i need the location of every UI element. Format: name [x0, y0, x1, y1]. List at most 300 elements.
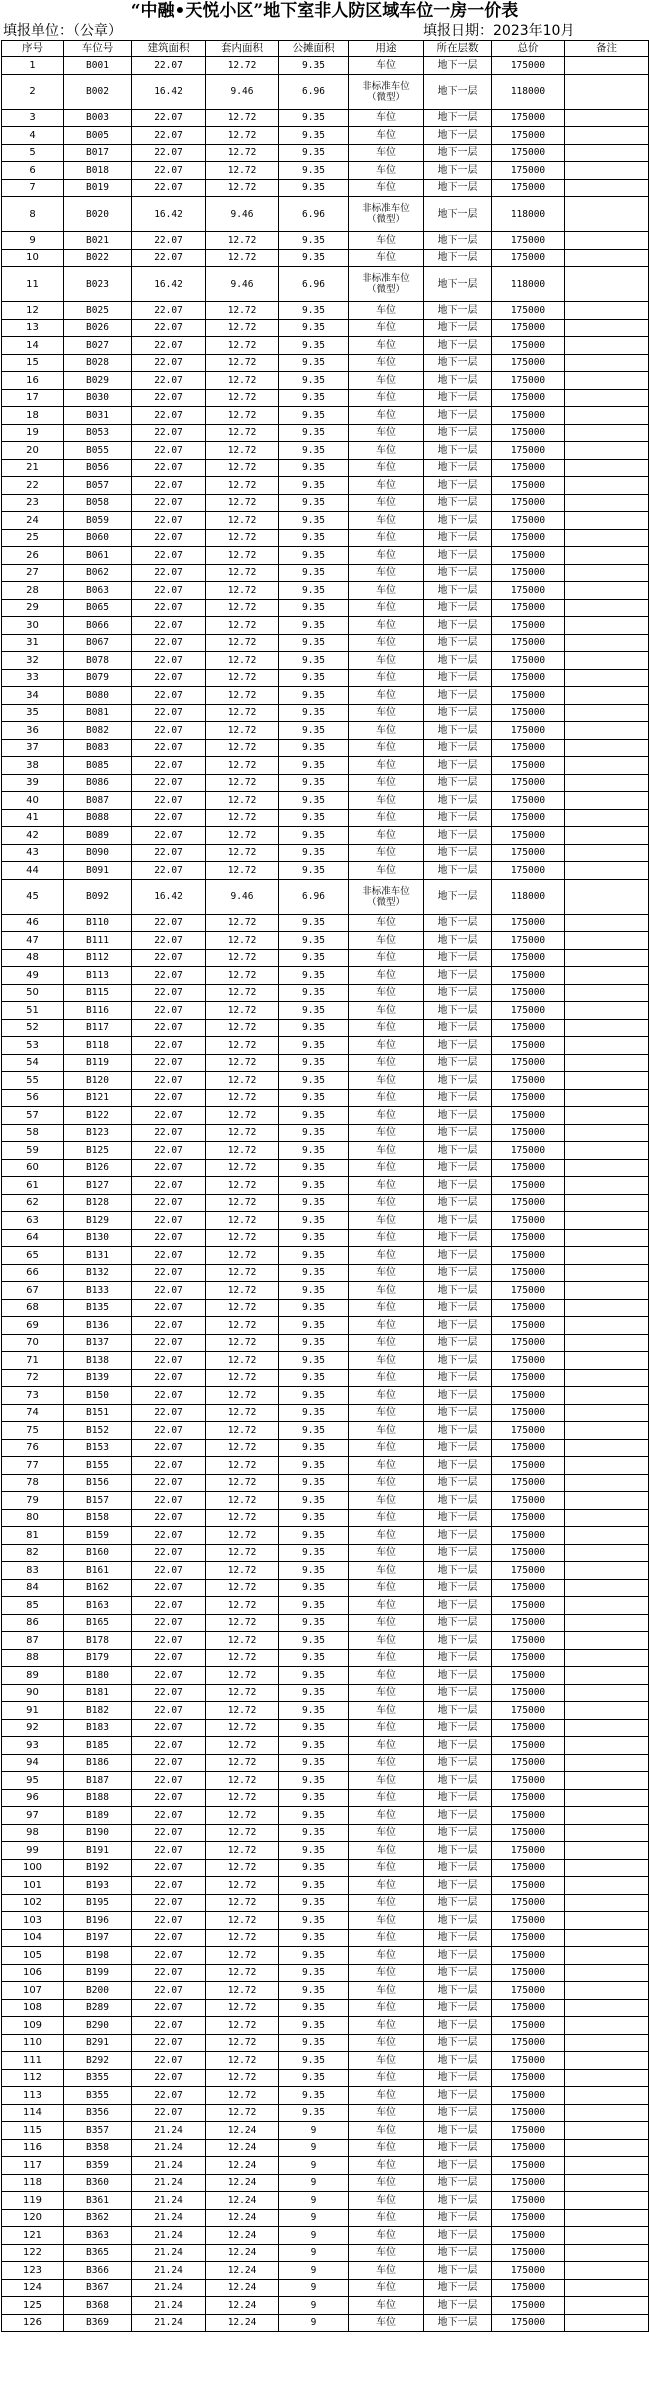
- cell-total-price: 175000: [492, 2157, 565, 2175]
- cell-interior-area: 12.72: [206, 564, 279, 582]
- cell-floor: 地下一层: [424, 1072, 492, 1090]
- cell-space-no: B063: [64, 582, 132, 600]
- cell-interior-area: 12.72: [206, 1177, 279, 1195]
- cell-usage: 车位: [349, 1544, 424, 1562]
- cell-interior-area: 12.72: [206, 669, 279, 687]
- cell-total-price: 175000: [492, 1177, 565, 1195]
- cell-total-price: 175000: [492, 319, 565, 337]
- cell-floor: 地下一层: [424, 354, 492, 372]
- cell-remarks: [565, 669, 649, 687]
- cell-total-price: 175000: [492, 1282, 565, 1300]
- table-row: [2, 1072, 649, 1090]
- table-row: [2, 1089, 649, 1107]
- cell-shared-area: 9.35: [279, 949, 349, 967]
- cell-building-area: 22.07: [132, 477, 206, 495]
- cell-shared-area: 9.35: [279, 774, 349, 792]
- cell-floor: 地下一层: [424, 1352, 492, 1370]
- cell-remarks: [565, 2209, 649, 2227]
- cell-interior-area: 12.72: [206, 827, 279, 845]
- cell-remarks: [565, 1859, 649, 1877]
- col-header-index: 序号: [2, 41, 64, 57]
- cell-space-no: B366: [64, 2262, 132, 2280]
- cell-usage: 车位: [349, 1089, 424, 1107]
- cell-shared-area: 9.35: [279, 1702, 349, 1720]
- cell-space-no: B019: [64, 179, 132, 197]
- cell-usage: 车位: [349, 1317, 424, 1335]
- cell-space-no: B119: [64, 1054, 132, 1072]
- cell-interior-area: 12.24: [206, 2174, 279, 2192]
- cell-remarks: [565, 319, 649, 337]
- cell-building-area: 22.07: [132, 109, 206, 127]
- cell-index: 44: [2, 862, 64, 880]
- cell-index: 89: [2, 1667, 64, 1685]
- cell-shared-area: 9.35: [279, 1894, 349, 1912]
- cell-usage: 车位: [349, 1737, 424, 1755]
- cell-total-price: 175000: [492, 1649, 565, 1667]
- cell-total-price: 175000: [492, 354, 565, 372]
- cell-index: 57: [2, 1107, 64, 1125]
- cell-total-price: 175000: [492, 1317, 565, 1335]
- cell-building-area: 22.07: [132, 844, 206, 862]
- cell-interior-area: 12.24: [206, 2122, 279, 2140]
- cell-index: 30: [2, 617, 64, 635]
- cell-usage: 车位: [349, 1422, 424, 1440]
- cell-interior-area: 12.72: [206, 337, 279, 355]
- cell-index: 100: [2, 1859, 64, 1877]
- cell-space-no: B198: [64, 1947, 132, 1965]
- table-row: [2, 1982, 649, 2000]
- cell-building-area: 16.42: [132, 267, 206, 302]
- cell-floor: 地下一层: [424, 1247, 492, 1265]
- cell-usage: 车位: [349, 1509, 424, 1527]
- cell-index: 20: [2, 442, 64, 460]
- cell-total-price: 175000: [492, 827, 565, 845]
- cell-remarks: [565, 2052, 649, 2070]
- table-row: [2, 2052, 649, 2070]
- cell-interior-area: 12.72: [206, 1369, 279, 1387]
- cell-building-area: 22.07: [132, 704, 206, 722]
- cell-index: 118: [2, 2174, 64, 2192]
- table-row: [2, 354, 649, 372]
- cell-total-price: 175000: [492, 529, 565, 547]
- cell-usage: 车位: [349, 1684, 424, 1702]
- cell-usage: 车位: [349, 529, 424, 547]
- cell-floor: 地下一层: [424, 1282, 492, 1300]
- cell-index: 112: [2, 2069, 64, 2087]
- cell-remarks: [565, 547, 649, 565]
- cell-space-no: B025: [64, 302, 132, 320]
- cell-floor: 地下一层: [424, 2192, 492, 2210]
- cell-shared-area: 9.35: [279, 669, 349, 687]
- cell-index: 80: [2, 1509, 64, 1527]
- cell-usage: 车位: [349, 494, 424, 512]
- table-row: [2, 144, 649, 162]
- cell-total-price: 175000: [492, 2052, 565, 2070]
- cell-interior-area: 9.46: [206, 197, 279, 232]
- cell-remarks: [565, 1947, 649, 1965]
- cell-floor: 地下一层: [424, 319, 492, 337]
- cell-space-no: B085: [64, 757, 132, 775]
- cell-shared-area: 9.35: [279, 529, 349, 547]
- table-row: [2, 1124, 649, 1142]
- cell-floor: 地下一层: [424, 1649, 492, 1667]
- cell-space-no: B196: [64, 1912, 132, 1930]
- cell-interior-area: 12.72: [206, 1089, 279, 1107]
- cell-shared-area: 6.96: [279, 879, 349, 914]
- cell-floor: 地下一层: [424, 494, 492, 512]
- cell-interior-area: 12.72: [206, 1807, 279, 1825]
- cell-total-price: 175000: [492, 1807, 565, 1825]
- cell-shared-area: 9.35: [279, 1684, 349, 1702]
- cell-remarks: [565, 844, 649, 862]
- cell-total-price: 175000: [492, 1667, 565, 1685]
- cell-usage: 车位: [349, 2052, 424, 2070]
- cell-total-price: 175000: [492, 1352, 565, 1370]
- cell-remarks: [565, 2244, 649, 2262]
- cell-building-area: 22.07: [132, 774, 206, 792]
- cell-remarks: [565, 442, 649, 460]
- cell-remarks: [565, 197, 649, 232]
- cell-interior-area: 12.24: [206, 2139, 279, 2157]
- cell-usage: 车位: [349, 757, 424, 775]
- cell-floor: 地下一层: [424, 1807, 492, 1825]
- cell-index: 124: [2, 2279, 64, 2297]
- cell-space-no: B139: [64, 1369, 132, 1387]
- cell-usage: 车位: [349, 722, 424, 740]
- cell-floor: 地下一层: [424, 634, 492, 652]
- cell-remarks: [565, 1824, 649, 1842]
- cell-floor: 地下一层: [424, 372, 492, 390]
- cell-remarks: [565, 1457, 649, 1475]
- cell-remarks: [565, 1299, 649, 1317]
- table-row: [2, 109, 649, 127]
- cell-remarks: [565, 1072, 649, 1090]
- cell-index: 10: [2, 249, 64, 267]
- cell-total-price: 175000: [492, 1387, 565, 1405]
- cell-space-no: B291: [64, 2034, 132, 2052]
- cell-floor: 地下一层: [424, 757, 492, 775]
- cell-interior-area: 12.72: [206, 529, 279, 547]
- cell-index: 9: [2, 232, 64, 250]
- cell-usage: 车位: [349, 687, 424, 705]
- cell-total-price: 175000: [492, 547, 565, 565]
- cell-building-area: 22.07: [132, 1002, 206, 1020]
- table-row: [2, 967, 649, 985]
- cell-shared-area: 9.35: [279, 1912, 349, 1930]
- cell-usage: 车位: [349, 1002, 424, 1020]
- cell-remarks: [565, 1037, 649, 1055]
- cell-index: 115: [2, 2122, 64, 2140]
- cell-interior-area: 12.72: [206, 844, 279, 862]
- cell-index: 39: [2, 774, 64, 792]
- cell-remarks: [565, 1964, 649, 1982]
- cell-shared-area: 9.35: [279, 1527, 349, 1545]
- cell-usage: 车位: [349, 967, 424, 985]
- cell-shared-area: 9.35: [279, 862, 349, 880]
- cell-total-price: 175000: [492, 1422, 565, 1440]
- table-row: [2, 617, 649, 635]
- cell-building-area: 22.07: [132, 932, 206, 950]
- cell-remarks: [565, 1387, 649, 1405]
- cell-shared-area: 9.35: [279, 1947, 349, 1965]
- cell-shared-area: 9.35: [279, 704, 349, 722]
- cell-usage: 车位: [349, 2069, 424, 2087]
- cell-usage: 车位: [349, 1824, 424, 1842]
- cell-remarks: [565, 2122, 649, 2140]
- cell-space-no: B136: [64, 1317, 132, 1335]
- cell-building-area: 22.07: [132, 249, 206, 267]
- table-row: [2, 757, 649, 775]
- cell-index: 8: [2, 197, 64, 232]
- cell-shared-area: 9.35: [279, 1194, 349, 1212]
- cell-building-area: 16.42: [132, 197, 206, 232]
- cell-interior-area: 12.72: [206, 1527, 279, 1545]
- cell-remarks: [565, 372, 649, 390]
- cell-shared-area: 9.35: [279, 1614, 349, 1632]
- table-row: [2, 862, 649, 880]
- cell-index: 67: [2, 1282, 64, 1300]
- cell-total-price: 175000: [492, 144, 565, 162]
- cell-remarks: [565, 2192, 649, 2210]
- cell-index: 95: [2, 1772, 64, 1790]
- cell-floor: 地下一层: [424, 1597, 492, 1615]
- cell-space-no: B027: [64, 337, 132, 355]
- cell-remarks: [565, 1544, 649, 1562]
- page-title: “中融•天悦小区”地下室非人防区域车位一房一价表: [130, 1, 519, 21]
- cell-remarks: [565, 1649, 649, 1667]
- table-row: [2, 1562, 649, 1580]
- cell-index: 85: [2, 1597, 64, 1615]
- cell-usage: 车位: [349, 704, 424, 722]
- cell-remarks: [565, 634, 649, 652]
- cell-shared-area: 9.35: [279, 547, 349, 565]
- cell-space-no: B190: [64, 1824, 132, 1842]
- cell-floor: 地下一层: [424, 1369, 492, 1387]
- cell-building-area: 22.07: [132, 1369, 206, 1387]
- cell-floor: 地下一层: [424, 1859, 492, 1877]
- cell-floor: 地下一层: [424, 512, 492, 530]
- cell-total-price: 175000: [492, 967, 565, 985]
- cell-total-price: 175000: [492, 599, 565, 617]
- table-row: [2, 407, 649, 425]
- cell-remarks: [565, 1929, 649, 1947]
- cell-usage: 车位: [349, 2034, 424, 2052]
- cell-building-area: 22.07: [132, 564, 206, 582]
- cell-shared-area: 9.35: [279, 1999, 349, 2017]
- table-header-row: [2, 41, 649, 57]
- cell-shared-area: 9.35: [279, 57, 349, 75]
- cell-floor: 地下一层: [424, 1964, 492, 1982]
- cell-usage: 车位: [349, 1212, 424, 1230]
- cell-usage: 车位: [349, 1702, 424, 1720]
- cell-building-area: 22.07: [132, 1894, 206, 1912]
- cell-usage: 车位: [349, 2297, 424, 2315]
- cell-remarks: [565, 2139, 649, 2157]
- cell-floor: 地下一层: [424, 1264, 492, 1282]
- table-row: [2, 1352, 649, 1370]
- cell-total-price: 175000: [492, 1019, 565, 1037]
- cell-floor: 地下一层: [424, 337, 492, 355]
- cell-index: 116: [2, 2139, 64, 2157]
- cell-usage: 车位: [349, 547, 424, 565]
- table-row: [2, 634, 649, 652]
- cell-usage: 车位: [349, 1072, 424, 1090]
- table-row: [2, 1649, 649, 1667]
- table-row: [2, 459, 649, 477]
- cell-floor: 地下一层: [424, 2069, 492, 2087]
- cell-interior-area: 12.72: [206, 722, 279, 740]
- cell-remarks: [565, 127, 649, 145]
- cell-interior-area: 12.72: [206, 512, 279, 530]
- cell-index: 38: [2, 757, 64, 775]
- table-row: [2, 1527, 649, 1545]
- col-header-building-area: 建筑面积: [132, 41, 206, 57]
- cell-index: 43: [2, 844, 64, 862]
- cell-remarks: [565, 1772, 649, 1790]
- cell-index: 56: [2, 1089, 64, 1107]
- table-row: [2, 2314, 649, 2332]
- cell-shared-area: 9.35: [279, 1282, 349, 1300]
- cell-floor: 地下一层: [424, 162, 492, 180]
- cell-shared-area: 9.35: [279, 1387, 349, 1405]
- cell-interior-area: 12.72: [206, 1229, 279, 1247]
- cell-building-area: 21.24: [132, 2314, 206, 2332]
- cell-total-price: 175000: [492, 1212, 565, 1230]
- cell-building-area: 22.07: [132, 1772, 206, 1790]
- cell-space-no: B156: [64, 1474, 132, 1492]
- cell-usage: 车位: [349, 2227, 424, 2245]
- cell-interior-area: 12.72: [206, 1107, 279, 1125]
- cell-building-area: 21.24: [132, 2139, 206, 2157]
- cell-building-area: 22.07: [132, 984, 206, 1002]
- cell-interior-area: 12.72: [206, 109, 279, 127]
- table-row: [2, 1877, 649, 1895]
- cell-space-no: B058: [64, 494, 132, 512]
- cell-remarks: [565, 1579, 649, 1597]
- cell-floor: 地下一层: [424, 249, 492, 267]
- cell-shared-area: 9.35: [279, 1807, 349, 1825]
- cell-interior-area: 12.72: [206, 949, 279, 967]
- cell-index: 78: [2, 1474, 64, 1492]
- cell-remarks: [565, 1982, 649, 2000]
- cell-usage: 车位: [349, 302, 424, 320]
- cell-shared-area: 9.35: [279, 617, 349, 635]
- cell-space-no: B060: [64, 529, 132, 547]
- col-header-remarks: 备注: [565, 41, 649, 57]
- cell-interior-area: 12.72: [206, 739, 279, 757]
- cell-total-price: 175000: [492, 1597, 565, 1615]
- cell-remarks: [565, 757, 649, 775]
- cell-space-no: B001: [64, 57, 132, 75]
- cell-space-no: B359: [64, 2157, 132, 2175]
- cell-index: 113: [2, 2087, 64, 2105]
- table-row: [2, 1754, 649, 1772]
- cell-space-no: B195: [64, 1894, 132, 1912]
- cell-index: 101: [2, 1877, 64, 1895]
- cell-index: 99: [2, 1842, 64, 1860]
- cell-total-price: 175000: [492, 1929, 565, 1947]
- cell-remarks: [565, 1509, 649, 1527]
- cell-remarks: [565, 2279, 649, 2297]
- cell-index: 77: [2, 1457, 64, 1475]
- cell-floor: 地下一层: [424, 967, 492, 985]
- cell-interior-area: 12.24: [206, 2262, 279, 2280]
- cell-total-price: 118000: [492, 879, 565, 914]
- cell-space-no: B090: [64, 844, 132, 862]
- cell-interior-area: 12.72: [206, 127, 279, 145]
- cell-space-no: B200: [64, 1982, 132, 2000]
- cell-building-area: 22.07: [132, 1457, 206, 1475]
- cell-space-no: B131: [64, 1247, 132, 1265]
- cell-remarks: [565, 249, 649, 267]
- cell-total-price: 175000: [492, 249, 565, 267]
- cell-building-area: 22.07: [132, 1089, 206, 1107]
- cell-interior-area: 12.72: [206, 144, 279, 162]
- cell-shared-area: 9.35: [279, 424, 349, 442]
- cell-floor: 地下一层: [424, 1929, 492, 1947]
- cell-shared-area: 9.35: [279, 1474, 349, 1492]
- cell-usage: 车位: [349, 1999, 424, 2017]
- table-row: [2, 2157, 649, 2175]
- cell-shared-area: 9: [279, 2297, 349, 2315]
- cell-index: 1: [2, 57, 64, 75]
- cell-remarks: [565, 494, 649, 512]
- table-row: [2, 844, 649, 862]
- cell-space-no: B137: [64, 1334, 132, 1352]
- cell-usage: 车位: [349, 1439, 424, 1457]
- table-row: [2, 2139, 649, 2157]
- cell-usage: 车位: [349, 862, 424, 880]
- cell-index: 82: [2, 1544, 64, 1562]
- cell-shared-area: 9.35: [279, 1107, 349, 1125]
- cell-building-area: 22.07: [132, 1299, 206, 1317]
- cell-building-area: 22.07: [132, 1999, 206, 2017]
- table-row: [2, 669, 649, 687]
- cell-space-no: B180: [64, 1667, 132, 1685]
- cell-remarks: [565, 2017, 649, 2035]
- table-row: [2, 879, 649, 914]
- col-header-shared-area: 公摊面积: [279, 41, 349, 57]
- cell-index: 54: [2, 1054, 64, 1072]
- cell-interior-area: 12.24: [206, 2279, 279, 2297]
- cell-interior-area: 12.72: [206, 1737, 279, 1755]
- cell-space-no: B026: [64, 319, 132, 337]
- cell-shared-area: 9.35: [279, 809, 349, 827]
- cell-remarks: [565, 1807, 649, 1825]
- cell-floor: 地下一层: [424, 722, 492, 740]
- cell-usage: 车位: [349, 1037, 424, 1055]
- cell-usage: 车位: [349, 2244, 424, 2262]
- cell-total-price: 175000: [492, 1859, 565, 1877]
- cell-remarks: [565, 1492, 649, 1510]
- cell-index: 70: [2, 1334, 64, 1352]
- cell-floor: 地下一层: [424, 442, 492, 460]
- cell-total-price: 175000: [492, 704, 565, 722]
- cell-building-area: 22.07: [132, 1054, 206, 1072]
- cell-index: 14: [2, 337, 64, 355]
- cell-remarks: [565, 1124, 649, 1142]
- cell-interior-area: 12.72: [206, 932, 279, 950]
- filing-date-label: 填报日期：2023年10月: [423, 23, 575, 39]
- table-row: [2, 704, 649, 722]
- cell-building-area: 22.07: [132, 1614, 206, 1632]
- cell-space-no: B088: [64, 809, 132, 827]
- cell-remarks: [565, 57, 649, 75]
- cell-shared-area: 9.35: [279, 564, 349, 582]
- table-row: [2, 494, 649, 512]
- cell-floor: 地下一层: [424, 1667, 492, 1685]
- cell-shared-area: 9: [279, 2262, 349, 2280]
